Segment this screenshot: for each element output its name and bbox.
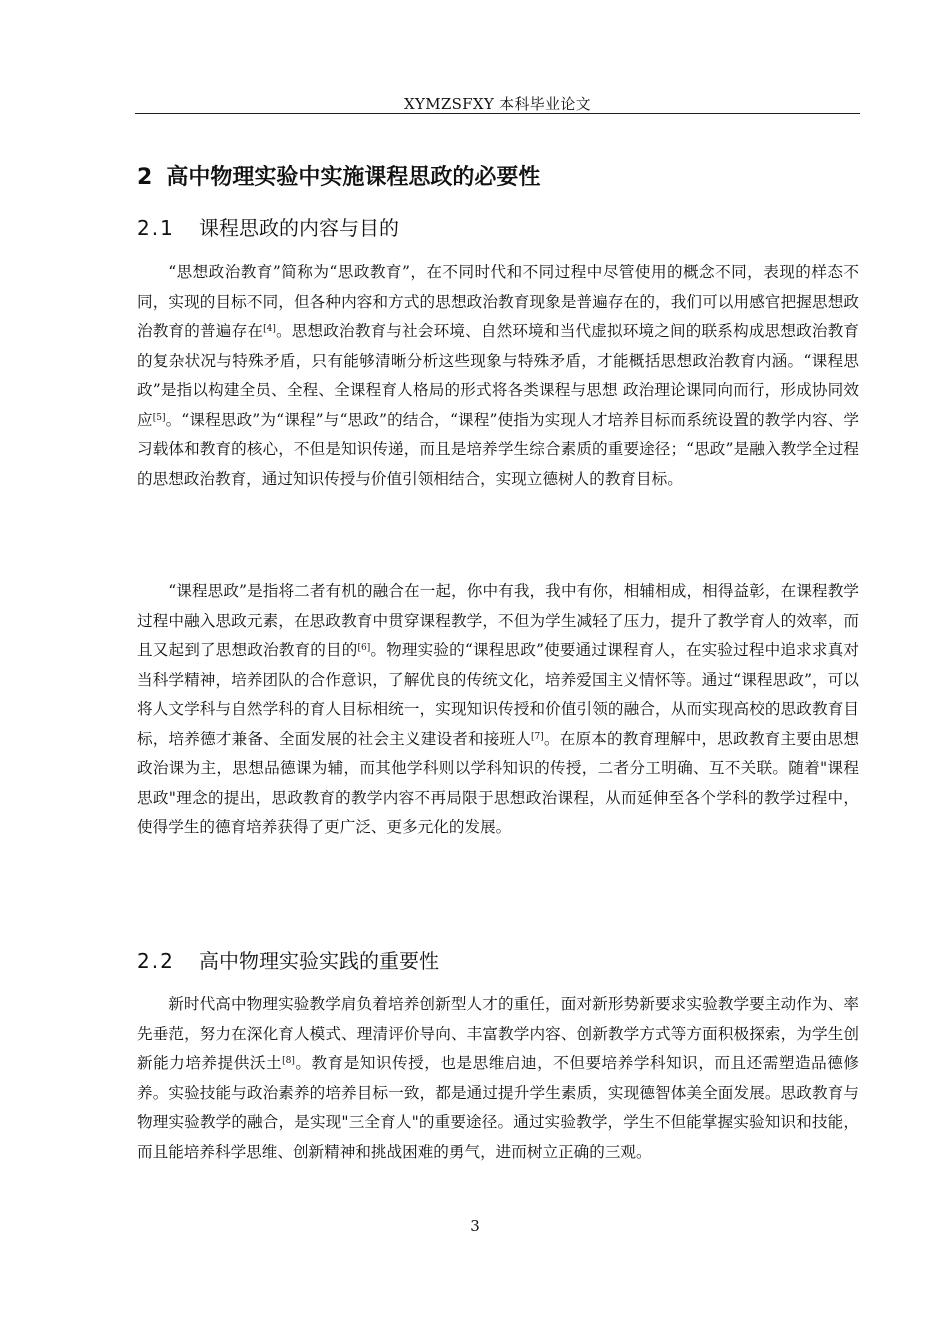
text-run: 。“课程思政”为“课程”与“思政”的结合，“课程”使指为实现人才培养目标而系统设置的教学内容、学习载体和教育的核心，不但是知识传递，而且是培养学生综合素质的重要途径；“思政”是融入教学全过程的思想政治教育，通过知识传授与价值引领相结合，实现立德树人的教育目标。 bbox=[137, 410, 859, 488]
citation: [7] bbox=[531, 731, 544, 742]
text-run: 。思想政治教育与社会环境、自然环境和当代虚拟环境之间的联系构成思想政治教育的复杂状况与特殊矛盾，只有能够清晰分析这些现象与特殊矛盾，才能概括思想政治教育内涵。“课程思政”是指以构建全员、全程、全课程育人格局的形式将各类课程与思想 政治理论课同向而行，形成协同效应 bbox=[137, 322, 859, 429]
section-title: 高中物理实验实践的重要性 bbox=[199, 949, 439, 973]
section-number: 2.1 bbox=[137, 216, 175, 240]
chapter-title: 高中物理实验中实施课程思政的必要性 bbox=[166, 165, 541, 190]
citation: [4] bbox=[263, 324, 276, 335]
paragraph-2-1-a bbox=[137, 258, 859, 494]
page-number: 3 bbox=[470, 1217, 480, 1235]
citation: [8] bbox=[282, 1056, 295, 1067]
citation: [5] bbox=[152, 412, 166, 423]
running-header: XYMZSFXY 本科毕业论文 bbox=[404, 95, 591, 113]
paragraph-2-2-a bbox=[137, 990, 859, 1167]
chapter-heading bbox=[137, 160, 540, 191]
section-heading-2-1 bbox=[137, 212, 399, 241]
text-run: “课程思政”是指将二者有机的融合在一起，你中有我，我中有你，相辅相成，相得益彰，在课程教学过程中融入思政元素，在思政教育中贯穿课程教学，不但为学生减轻了压力，提升了教学育人的效率，而且又起到了思想政治教育的目的 bbox=[137, 582, 859, 660]
chapter-number: 2 bbox=[137, 165, 153, 190]
section-title: 课程思政的内容与目的 bbox=[199, 216, 399, 240]
text-run: “思想政治教育”简称为“思政教育”，在不同时代和不同过程中尽管使用的概念不同，表现的样态不同，实现的目标不同，但各种内容和方式的思想政治教育现象是普遍存在的，我们可以用感官把握思想政治教育的普遍存在 bbox=[137, 263, 859, 341]
paragraph-2-1-b bbox=[137, 577, 859, 843]
text-run: 。教育是知识传授，也是思维启迪，不但要培养学科知识，而且还需塑造品德修养。实验技能与政治素养的培养目标一致，都是通过提升学生素质，实现德智体美全面发展。思政教育与物理实验教学的融合，是实现"三全育人"的重要途径。通过实验教学，学生不但能掌握实验知识和技能，而且能培养科学思维、创新精神和挑战困难的勇气，进而树立正确的三观。 bbox=[137, 1054, 859, 1161]
section-heading-2-2 bbox=[137, 945, 439, 974]
text-run: 。物理实验的“课程思政”使要通过课程育人，在实验过程中追求求真对当科学精神，培养团队的合作意识，了解优良的传统文化，培养爱国主义情怀等。通过“课程思政”，可以将人文学科与自然学科的育人目标相统一，实现知识传授和价值引领的融合，从而实现高校的思政教育目标，培养德才兼备、全面发展的社会主义建设者和接班人 bbox=[137, 641, 859, 748]
citation: [6] bbox=[357, 643, 371, 654]
header-rule bbox=[135, 113, 860, 114]
section-number: 2.2 bbox=[137, 949, 175, 973]
text-run: 新时代高中物理实验教学肩负着培养创新型人才的重任，面对新形势新要求实验教学要主动作为、率先垂范，努力在深化育人模式、理清评价导向、丰富教学内容、创新教学方式等方面积极探索，为学生创新能力培养提供沃土 bbox=[137, 995, 859, 1073]
text-run: 。在原本的教育理解中，思政教育主要由思想政治课为主，思想品德课为辅，而其他学科则以学科知识的传授，二者分工明确、互不关联。随着"课程思政"理念的提出，思政教育的教学内容不再局限于思想政治课程，从而延伸至各个学科的教学过程中，使得学生的德育培养获得了更广泛、更多元化的发展。 bbox=[137, 729, 859, 837]
